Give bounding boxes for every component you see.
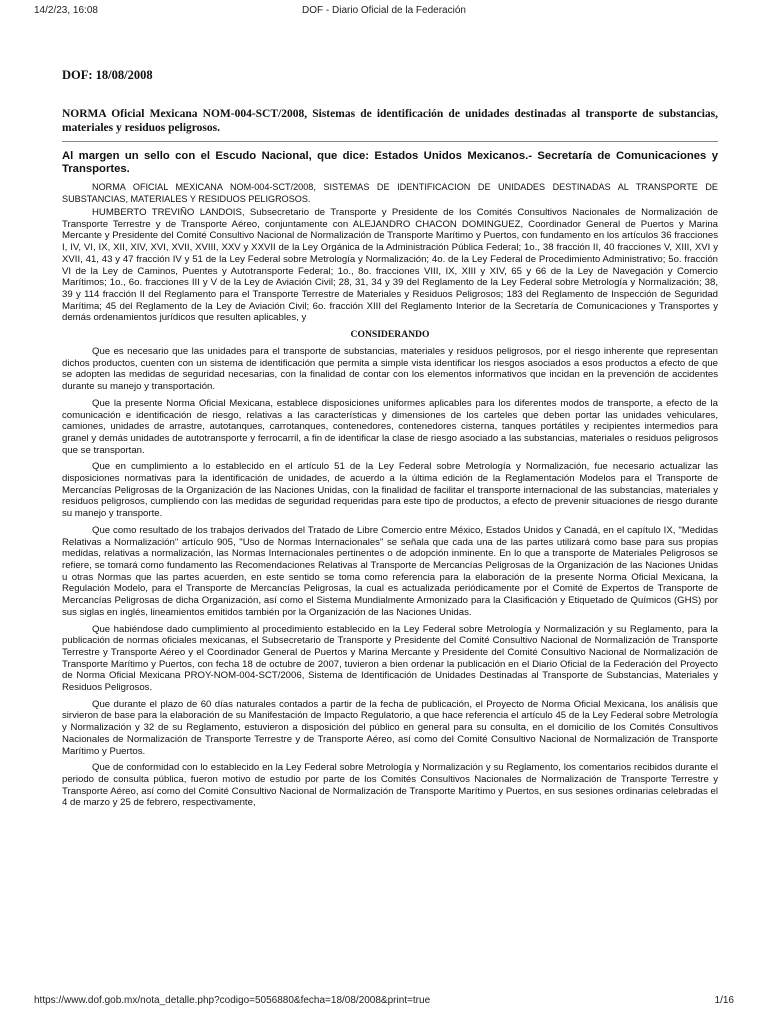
page-number: 1/16: [714, 995, 734, 1006]
considerando-paragraph: Que habiéndose dado cumplimiento al procedimiento establecido en la Ley Federal sobre Metrología y Normalización y su Reglamento, para la publicación de normas oficiales mexicanas, el Subsecretario de Transporte y Presidente del Comité Consultivo Nacional de Normalización de Transporte Terrestre y Transporte Aéreo y el Coordinador General de Puertos y Marina Mercante y Presidente del Comité Consultivo Nacional de Normalización de Transporte Marítimo y Puertos, con fecha 18 de octubre de 2007, tuvieron a bien ordenar la publicación en el Diario Oficial de la Federación del Proyecto de Norma Oficial Mexicana PROY-NOM-004-SCT/2006, Sistema de Identificación de Unidades Destinadas al Transporte de Substancias, Materiales y Residuos Peligrosos.: [62, 623, 718, 694]
print-datetime: 14/2/23, 16:08: [34, 5, 98, 16]
considerando-heading: CONSIDERANDO: [350, 329, 430, 341]
considerando-paragraph: Que como resultado de los trabajos derivados del Tratado de Libre Comercio entre México, Estados Unidos y Canadá, en el capítulo IX, "Medidas Relativas a Normalización" artículo 905, "Uso de Normas Internacionales" se señala que cada una de las partes utilizará como base para sus propias medidas, relativas a normalización, las Normas Internacionales pertinentes o de adopción inminente. En lo que a transporte de Materiales Peligrosos se refiere, se tomará como fundamento las Recomendaciones Relativas al Transporte de Mercancías Peligrosas de la Organización de las Naciones Unidas u otras Normas que las partes acuerden, en este sentido se toma como referencia para la elaboración de la presente Norma Oficial Mexicana, la Regulación Modelo, para el Transporte de Mercancías Peligrosas, la cual es actualizada periódicamente por el Comité de Expertos de Transporte de Mercancías Peligrosas de dicha Organización, así como el Sistema Mundialmente Armonizado para la Clasificación y Etiquetado de Químicos (GHS) por sus siglas en inglés, lineamientos emitidos también por la Organización de las Naciones Unidas.: [62, 524, 718, 618]
norma-title: NORMA Oficial Mexicana NOM-004-SCT/2008, Sistemas de identificación de unidades destinadas al transporte de substancias, materiales y residuos peligrosos.: [62, 107, 718, 142]
considerando-paragraph: Que la presente Norma Oficial Mexicana, establece disposiciones uniformes aplicables para los diferentes modos de transporte, a efecto de la comunicación e identificación de riesgo, relativas a las características y dimensiones de los carteles que deben portar las unidades vehiculares, camiones, unidades de arrastre, autotanques, carrotanques, contenedores, contenedores cisterna, tanques portátiles y recipientes intermedios para granel y demás unidades de autotransporte y ferrocarril, a fin de identificar la clase de riesgo asociado a las substancias, materiales o residuos peligrosos que se transportan.: [62, 397, 718, 456]
norma-caps-title: NORMA OFICIAL MEXICANA NOM-004-SCT/2008, SISTEMAS DE IDENTIFICACION DE UNIDADES DESTINADAS AL TRANSPORTE DE SUBSTANCIAS, MATERIALES Y RESIDUOS PELIGROSOS.: [62, 182, 718, 204]
document-body: [62, 68, 718, 814]
considerando-paragraph: Que durante el plazo de 60 días naturales contados a partir de la fecha de publicación, el Proyecto de Norma Oficial Mexicana, los análisis que sirvieron de base para la elaboración de su Manifestación de Impacto Regulatorio, a que hace referencia el artículo 45 de la Ley Federal sobre Metrología y Normalización y 32 de su Reglamento, estuvieron a disposición del público en general para su consulta, en el domicilio de los Comités Consultivos Nacionales de Normalización de Transporte Terrestre y de Transporte Aéreo, así como del Comité Consultivo Nacional de Normalización de Transporte Marítimo y Puertos.: [62, 698, 718, 757]
considerando-paragraph: Que es necesario que las unidades para el transporte de substancias, materiales y residuos peligrosos, por el riesgo inherente que representan dichos productos, cuenten con un sistema de identificación que permita a simple vista identificar los riesgos asociados a esos productos a efecto de que se adopten las medidas de seguridad necesarias, con la finalidad de contar con los elementos informativos que incidan en la prevención de accidentes durante su manejo y transportación.: [62, 346, 718, 393]
considerando-paragraph: Que en cumplimiento a lo establecido en el artículo 51 de la Ley Federal sobre Metrología y Normalización, fue necesario actualizar las disposiciones normativas para la identificación de unidades, de acuerdo a la última edición de la Reglamentación Modelos para el Transporte de Mercancías Peligrosas de la Organización de las Naciones Unidas, con la finalidad de facilitar el transporte internacional de las substancias, materiales y residuos peligrosos, cumpliendo con las medidas de seguridad requeridas para este tipo de productos, a efecto de prevenir situaciones de riesgo durante su manejo y transporte.: [62, 461, 718, 520]
print-site-title: DOF - Diario Oficial de la Federación: [302, 5, 466, 16]
page-url: https://www.dof.gob.mx/nota_detalle.php?codigo=5056880&fecha=18/08/2008&print=true: [34, 995, 431, 1006]
considerando-paragraph: Que de conformidad con lo establecido en la Ley Federal sobre Metrología y Normalización y su Reglamento, los comentarios recibidos durante el periodo de consulta pública, fueron motivo de estudio por parte de los Comités Consultivos Nacionales de Normalización de Transporte Terrestre y Transporte Aéreo, así como del Comité Consultivo Nacional de Normalización de Transporte Marítimo y Puertos, en sus sesiones ordinarias celebradas el 4 de marzo y 25 de febrero, respectivamente,: [62, 762, 718, 809]
intro-paragraph: HUMBERTO TREVIÑO LANDOIS, Subsecretario de Transporte y Presidente de los Comités Consultivos Nacionales de Normalización de Transporte Terrestre y de Transporte Aéreo, conjuntamente con ALEJANDRO CHACON DOMINGUEZ, Coordinador General de Puertos y Marina Mercante y Presidente del Comité Consultivo Nacional de Normalización de Transporte Marítimo y Puertos, con fundamento en los artículos 36 fracciones I, IV, VI, IX, XII, XIV, XVI, XVII, XVIII, XXV y XXVII de la Ley Orgánica de la Administración Pública Federal; 1o., 38 fracción II, 40 fracciones V, XIII, XVI y XVII, 41, 43 y 47 fracción IV y 51 de la Ley Federal sobre Metrología y Normalización; 4o. de la Ley Federal de Procedimiento Administrativo; 5o. fracción VI de la Ley de Caminos, Puentes y Autotransporte Federal; 1o., 8o. fracciones VIII, IX, XIII y XIV, 65 y 66 de la Ley de Navegación y Comercio Marítimos; 1o., 6o. fracciones III y V de la Ley de Aviación Civil; 28, 31, 34 y 39 del Reglamento de la Ley Federal sobre Metrología y Normalización; 38, 39 y 114 fracción II del Reglamento para el Transporte Terrestre de Materiales y Residuos Peligrosos; 183 del Reglamento de Inspección de Seguridad Marítima; 45 del Reglamento de la Ley de Aviación Civil; 6o. fracción XIII del Reglamento Interior de la Secretaría de Comunicaciones y Transportes y demás ordenamientos jurídicos que resulten aplicables, y: [62, 207, 718, 324]
sello-statement: Al margen un sello con el Escudo Nacional, que dice: Estados Unidos Mexicanos.- Secretaría de Comunicaciones y Transportes.: [62, 150, 718, 175]
dof-date: DOF: 18/08/2008: [62, 68, 153, 82]
